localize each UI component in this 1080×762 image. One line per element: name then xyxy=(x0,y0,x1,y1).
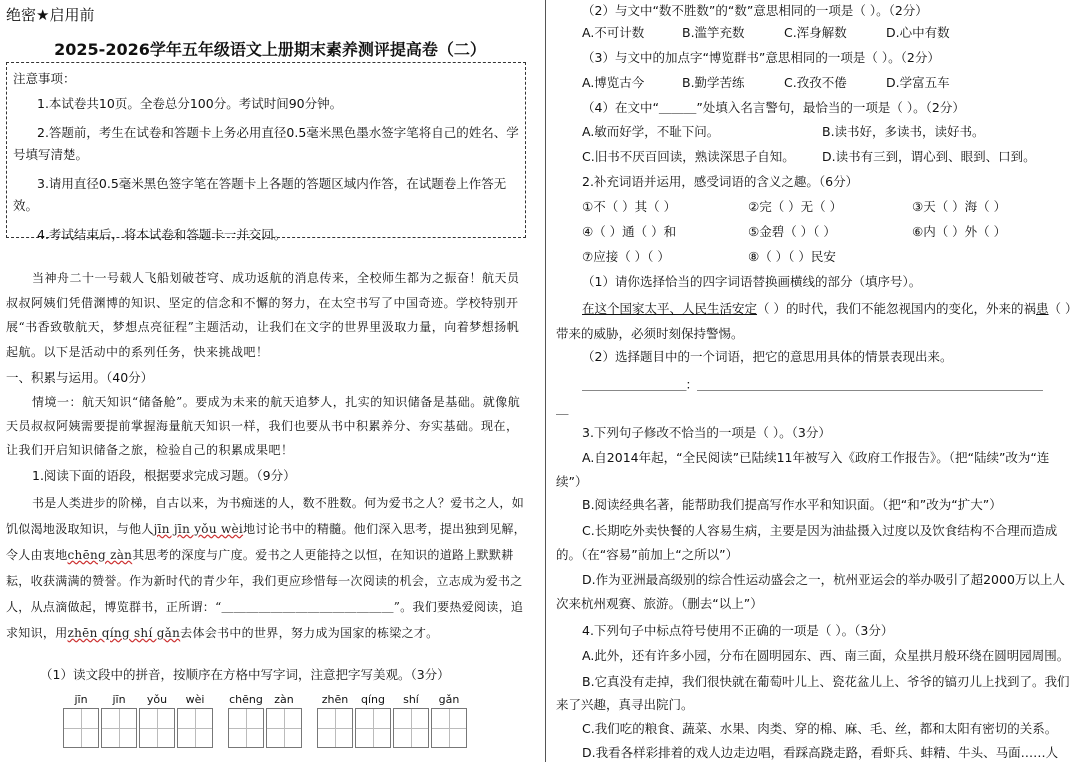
option: A.此外，还有许多小园，分布在圆明园东、西、南三面，众星拱月般环绕在圆明园周围。 xyxy=(582,648,1070,663)
writing-box[interactable] xyxy=(431,708,467,748)
underlined-phrase: 患 xyxy=(1036,301,1049,316)
option: B.读书好，多读书，读好书。 xyxy=(822,124,985,139)
pinyin-label: chēng xyxy=(229,693,263,706)
options-row xyxy=(556,22,1072,44)
question-1-1: （1）读文段中的拼音，按顺序在方格中写字词，注意把字写美观。（3分） xyxy=(40,667,450,682)
question-2-1: （1）请你选择恰当的四字词语替换画横线的部分（填序号）。 xyxy=(582,274,922,289)
pinyin-label: qíng xyxy=(361,693,385,706)
secret-label: 绝密★启用前 xyxy=(6,6,95,24)
option: C.长期吃外卖快餐的人容易生病，主要是因为油盐摄入过度以及饮食结构不合理而造成的。（在“容易”前加上“之所以”） xyxy=(556,523,1058,562)
pinyin-label: yǒu xyxy=(146,693,168,706)
option: B.它真没有走掉，我们很快就在葡萄叶儿上、瓷花盆儿上、爷爷的镐刃儿上找到了。我们来了兴趣，真寻出院门。 xyxy=(556,674,1070,712)
notice-item: 2.答题前，考生在试卷和答题卡上务必用直径0.5毫米黑色墨水签字笔将自己的姓名、学号填写清楚。 xyxy=(13,125,519,162)
options-row xyxy=(556,146,1072,168)
passage-text: 去体会书中的世界，努力成为国家的栋梁之才。 xyxy=(180,626,439,640)
pinyin-label: zhēn xyxy=(321,693,349,706)
answer-line-tail: ＿ xyxy=(556,401,569,416)
section-heading: 一、积累与运用。（40分） xyxy=(6,370,154,385)
question-3: 3.下列句子修改不恰当的一项是（ ）。（3分） xyxy=(582,425,831,440)
word-blank: ③天（ ）海（ ） xyxy=(912,199,1007,214)
pinyin-inline: chēng zàn xyxy=(67,548,133,562)
writing-box[interactable] xyxy=(355,708,391,748)
notice-heading: 注意事项： xyxy=(13,71,76,86)
pinyin-label: jīn xyxy=(112,693,126,706)
words-row xyxy=(556,221,1072,243)
passage-text: 地讨论书中的精髓。他们深入思考，提出独到见解，令人由衷地 xyxy=(6,522,526,562)
pinyin-label: wèi xyxy=(185,693,205,706)
pinyin-grid xyxy=(63,693,533,762)
writing-box[interactable] xyxy=(266,708,302,748)
word-blank: ⑧（ ）（ ）民安 xyxy=(748,249,836,264)
writing-box[interactable] xyxy=(228,708,264,748)
writing-box[interactable] xyxy=(63,708,99,748)
word-blank: ④（ ）通（ ）和 xyxy=(582,224,677,239)
writing-box[interactable] xyxy=(177,708,213,748)
pinyin-inline: zhēn qíng shí gǎn xyxy=(67,626,181,640)
reading-passage xyxy=(6,490,528,646)
question-2-2: （2）选择题目中的一个词语，把它的意思用具体的情景表现出来。 xyxy=(582,349,953,364)
sentence-text: （ ）的时代，我们不能忽视国内的变化，外来的祸 xyxy=(757,301,1036,316)
option: A.博览古今 xyxy=(582,75,645,90)
word-blank: ⑦应接（ ）（ ） xyxy=(582,249,670,264)
sentence-text: （ ）带来的威胁，必须时刻保持警惕。 xyxy=(556,301,1072,341)
option: A.敏而好学，不耻下问。 xyxy=(582,124,720,139)
question-4: 4.下列句子中标点符号使用不正确的一项是（ ）。（3分） xyxy=(582,623,894,638)
options-row xyxy=(556,121,1072,143)
options-row xyxy=(556,72,1072,94)
question-1-3: （3）与文中的加点字“博览群书”意思相同的一项是（ ）。（2分） xyxy=(582,50,940,65)
pinyin-label: gǎn xyxy=(438,693,460,706)
page-divider xyxy=(545,0,546,762)
underlined-phrase: 在这个国家太平、人民生活安定 xyxy=(582,301,758,316)
pinyin-inline: jīn jīn yǒu wèi xyxy=(153,522,244,536)
option: D.心中有数 xyxy=(886,25,950,40)
question-1-2: （2）与文中“数不胜数”的“数”意思相同的一项是（ ）。（2分） xyxy=(582,3,928,18)
option: C.浑身解数 xyxy=(784,25,847,40)
writing-box[interactable] xyxy=(101,708,137,748)
words-row xyxy=(556,246,1072,268)
option: D.我看各样彩排着的戏人边走边唱，看踩高跷走路，看虾兵、蚌精、牛头、马面……人 xyxy=(582,745,1059,760)
option: B.滥竽充数 xyxy=(682,25,745,40)
question-2: 2.补充词语并运用，感受词语的含义之趣。（6分） xyxy=(582,174,859,189)
intro-paragraph: 当神舟二十一号载人飞船划破苍穹、成功返航的消息传来，全校师生都为之振奋！航天员叔叔阿姨们凭借渊博的知识、坚定的信念和不懈的努力，在太空书写了中国奇迹。学校特别开展“书香致敬航天，梦想点亮征程”主题活动，让我们在文字的世界里汲取力量，向着梦想扬帆起航。以下是活动中的系列任务，快来挑战吧！ xyxy=(6,271,520,359)
option: D.读书有三到，谓心到、眼到、口到。 xyxy=(822,149,1036,164)
notice-box xyxy=(6,62,526,242)
option: C.孜孜不倦 xyxy=(784,75,847,90)
writing-box[interactable] xyxy=(317,708,353,748)
option: C.旧书不厌百回读，熟读深思子自知。 xyxy=(582,149,795,164)
word-blank: ⑥内（ ）外（ ） xyxy=(912,224,1007,239)
exam-title: 2025-2026学年五年级语文上册期末素养测评提高卷（二） xyxy=(54,40,486,59)
passage-text: ，正所谓：“＿＿＿＿＿＿＿＿＿＿＿＿＿＿”。我们要热爱阅读，追求知识，用 xyxy=(6,600,524,640)
option: B.勤学苦练 xyxy=(682,75,745,90)
word-blank: ①不（ ）其（ ） xyxy=(582,199,677,214)
passage-text: 书是人类进步的阶梯，自古以来，为书痴迷的人，数不胜数。何为爱书之人？爱书之人，如饥似渴地汲取知识，与他人 xyxy=(6,496,525,536)
dotted-phrase: 博览群书 xyxy=(104,600,154,614)
option: A.不可计数 xyxy=(582,25,645,40)
option: C.我们吃的粮食、蔬菜、水果、肉类、穿的棉、麻、毛、丝，都和太阳有密切的关系。 xyxy=(582,721,1058,736)
notice-item: 3.请用直径0.5毫米黑色签字笔在答题卡上各题的答题区域内作答，在试题卷上作答无效。 xyxy=(13,176,507,213)
option: A.自2014年起，“全民阅读”已陆续11年被写入《政府工作报告》。（把“陆续”改为“连续”） xyxy=(556,450,1050,489)
question-2-1-sentence xyxy=(556,296,1072,346)
question-1-4: （4）在文中“＿＿＿”处填入名言警句，最恰当的一项是（ ）。（2分） xyxy=(582,100,965,115)
notice-item: 4.考试结束后，将本试卷和答题卡一并交回。 xyxy=(37,227,287,242)
writing-box[interactable] xyxy=(139,708,175,748)
word-blank: ⑤金碧（ ）（ ） xyxy=(748,224,836,239)
notice-item: 1.本试卷共10页。全卷总分100分。考试时间90分钟。 xyxy=(37,96,343,111)
writing-box[interactable] xyxy=(393,708,429,748)
right-page xyxy=(556,0,1076,762)
option: D.学富五车 xyxy=(886,75,950,90)
scenario-paragraph: 情境一：航天知识“储备舱”。要成为未来的航天追梦人，扎实的知识储备是基础。就像航天员叔叔阿姨需要提前掌握海量航天知识一样，我们也要从书中积累养分、夯实基础。现在，让我们开启知识储备之旅，检验自己的积累成果吧！ xyxy=(6,395,521,457)
pinyin-label: zàn xyxy=(274,693,294,706)
passage-text: 其思考的深度与广度。爱书之人更能持之以恒，在知识的道路上默默耕耘，收获满满的赞誉。作为新时代的青少年，我们更应珍惜每一次阅读的机会，立志成为爱书之人，从点滴做起， xyxy=(6,548,523,614)
pinyin-label: shí xyxy=(403,693,419,706)
answer-line[interactable]: ＿＿＿＿＿＿＿＿＿：＿＿＿＿＿＿＿＿＿＿＿＿＿＿＿＿＿＿＿＿＿＿＿＿＿＿＿＿＿＿ xyxy=(582,377,1043,392)
question-1: 1.阅读下面的语段，根据要求完成习题。（9分） xyxy=(32,468,296,483)
words-row xyxy=(556,196,1072,218)
pinyin-label: jīn xyxy=(74,693,88,706)
option: D.作为亚洲最高级别的综合性运动盛会之一，杭州亚运会的举办吸引了超2000万以上人次来杭州观赛、旅游。（删去“以上”） xyxy=(556,572,1065,611)
word-blank: ②完（ ）无（ ） xyxy=(748,199,843,214)
option: B.阅读经典名著，能帮助我们提高写作水平和知识面。（把“和”改为“扩大”） xyxy=(582,497,1002,512)
